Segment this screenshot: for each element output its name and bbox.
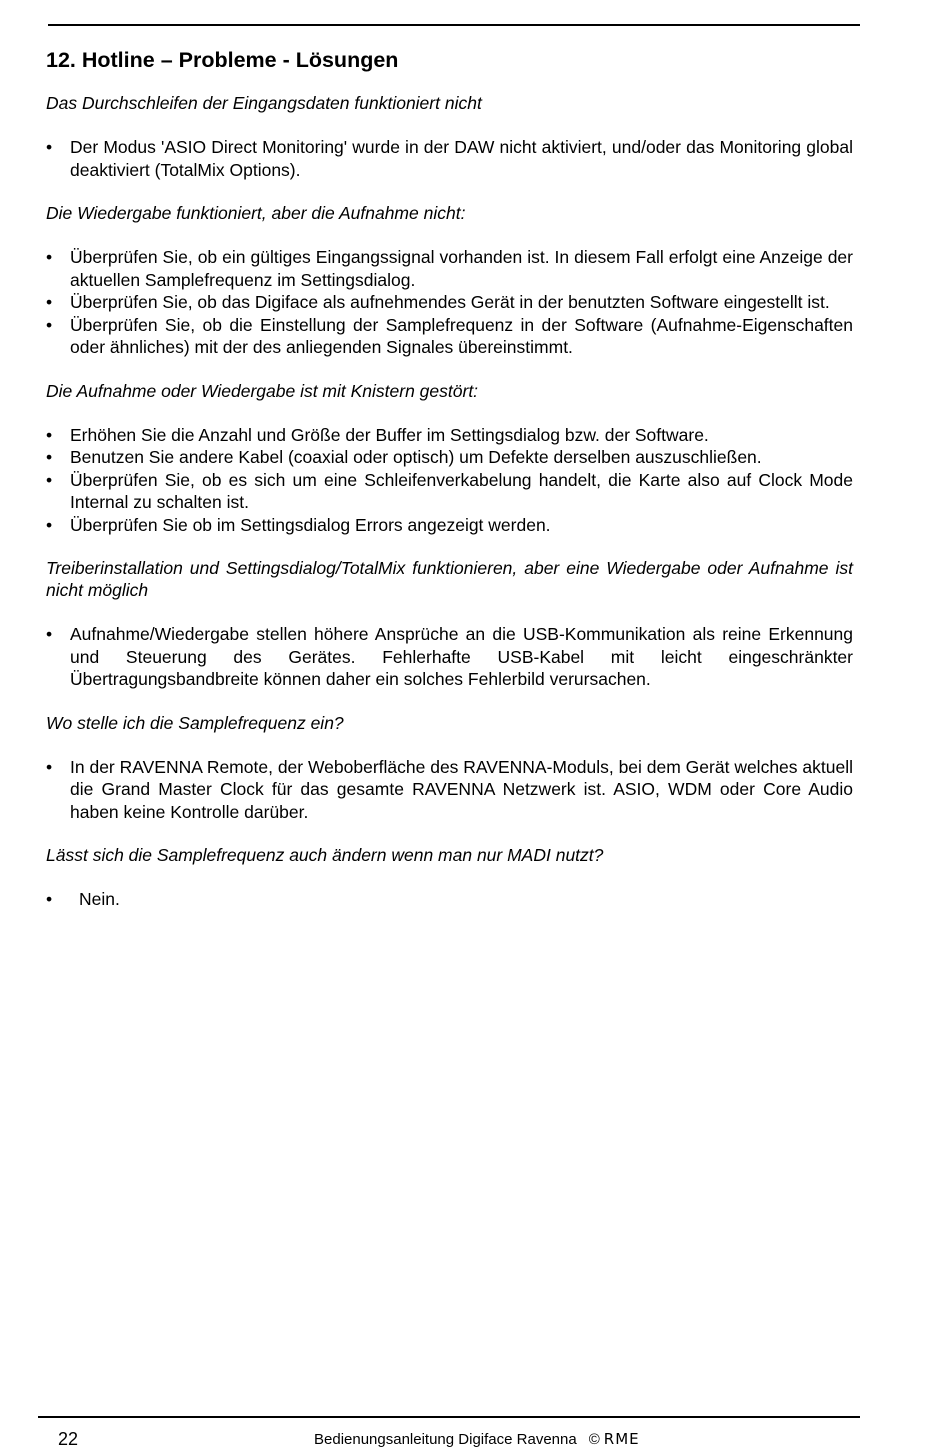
faq-answer-list [46,623,853,691]
list-item [46,314,853,359]
list-item [46,446,853,469]
list-item-text: Überprüfen Sie, ob es sich um eine Schleifenverkabelung handelt, die Karte also auf Clock Mode Internal zu schalten ist. [70,469,853,512]
list-item-text: Erhöhen Sie die Anzahl und Größe der Buffer im Settingsdialog bzw. der Software. [70,424,709,445]
faq-answer-list [46,424,853,537]
list-item [46,623,853,691]
bullet-icon: • [46,447,53,467]
faq-section [46,380,853,537]
faq-answer-list [46,756,853,824]
faq-section [46,844,853,911]
list-item [46,514,853,537]
faq-answer-list [46,136,853,181]
bullet-icon: • [46,756,53,777]
faq-section [46,202,853,359]
bullet-icon: • [46,469,53,490]
list-item [46,136,853,181]
faq-section [46,92,853,181]
list-item-text: Aufnahme/Wiedergabe stellen höhere Ansprüche an die USB-Kommunikation als reine Erkennung und Steuerung des Gerätes. Fehlerhafte USB-Kabel mit leicht eingeschränkter Übertragungsbandbreite können daher ein solches Fehlerbild verursachen. [70,624,853,689]
footer-document-title: Bedienungsanleitung Digiface Ravenna [314,1431,577,1448]
rme-logo: RME [603,1430,640,1448]
faq-question: Die Wiedergabe funktioniert, aber die Aufnahme nicht: [46,203,466,223]
faq-section [46,712,853,824]
list-item-text: Benutzen Sie andere Kabel (coaxial oder optisch) um Defekte derselben auszuschließen. [70,447,762,467]
faq-question: Die Aufnahme oder Wiedergabe ist mit Knistern gestört: [46,380,479,401]
faq-answer-list [46,888,853,911]
footer-rule [38,1416,860,1418]
list-item-text: Überprüfen Sie, ob das Digiface als aufnehmendes Gerät in der benutzten Software eingestellt ist. [70,292,830,312]
list-item-text: In der RAVENNA Remote, der Weboberfläche des RAVENNA-Moduls, bei dem Gerät welches aktuell die Grand Master Clock für das gesamte RAVENNA Netzwerk ist. ASIO, WDM oder Core Audio haben keine Kontrolle darüber. [70,756,853,822]
bullet-icon: • [46,889,53,909]
list-item-text: Der Modus 'ASIO Direct Monitoring' wurde in der DAW nicht aktiviert, und/oder das Monitoring global deaktiviert (TotalMix Options). [70,137,853,180]
list-item [46,246,853,291]
bullet-icon: • [46,314,53,335]
list-item-text: Überprüfen Sie, ob ein gültiges Eingangssignal vorhanden ist. In diesem Fall erfolgt eine Anzeige der aktuellen Samplefrequenz im Settingsdialog. [70,247,853,290]
list-item [46,756,853,824]
bullet-icon: • [46,247,53,267]
list-item [46,424,853,447]
bullet-icon: • [46,424,53,445]
faq-answer-list [46,246,853,359]
list-item [46,888,853,911]
header-rule [48,24,860,26]
list-item-text: Überprüfen Sie, ob die Einstellung der Samplefrequenz in der Software (Aufnahme-Eigenschaften oder ähnliches) mit der des anliegenden Signales übereinstimmt. [70,314,853,357]
faq-section [46,557,853,691]
bullet-icon: • [46,514,53,535]
list-item [46,291,853,314]
faq-question: Wo stelle ich die Samplefrequenz ein? [46,712,344,733]
list-item [46,469,853,514]
faq-question: Lässt sich die Samplefrequenz auch ändern wenn man nur MADI nutzt? [46,845,604,865]
page-number: 22 [58,1429,79,1449]
page-content [46,46,853,932]
list-item-text: Nein. [79,889,120,909]
bullet-icon: • [46,624,53,644]
bullet-icon: • [46,292,53,312]
section-heading: 12. Hotline – Probleme - Lösungen [46,48,399,72]
footer-title [314,1429,640,1450]
copyright-icon: © [588,1431,600,1448]
faq-question: Treiberinstallation und Settingsdialog/TotalMix funktionieren, aber eine Wiedergabe oder Aufnahme ist nicht möglich [46,558,853,600]
faq-question: Das Durchschleifen der Eingangsdaten funktioniert nicht [46,93,482,113]
bullet-icon: • [46,137,53,157]
list-item-text: Überprüfen Sie ob im Settingsdialog Errors angezeigt werden. [70,514,551,535]
